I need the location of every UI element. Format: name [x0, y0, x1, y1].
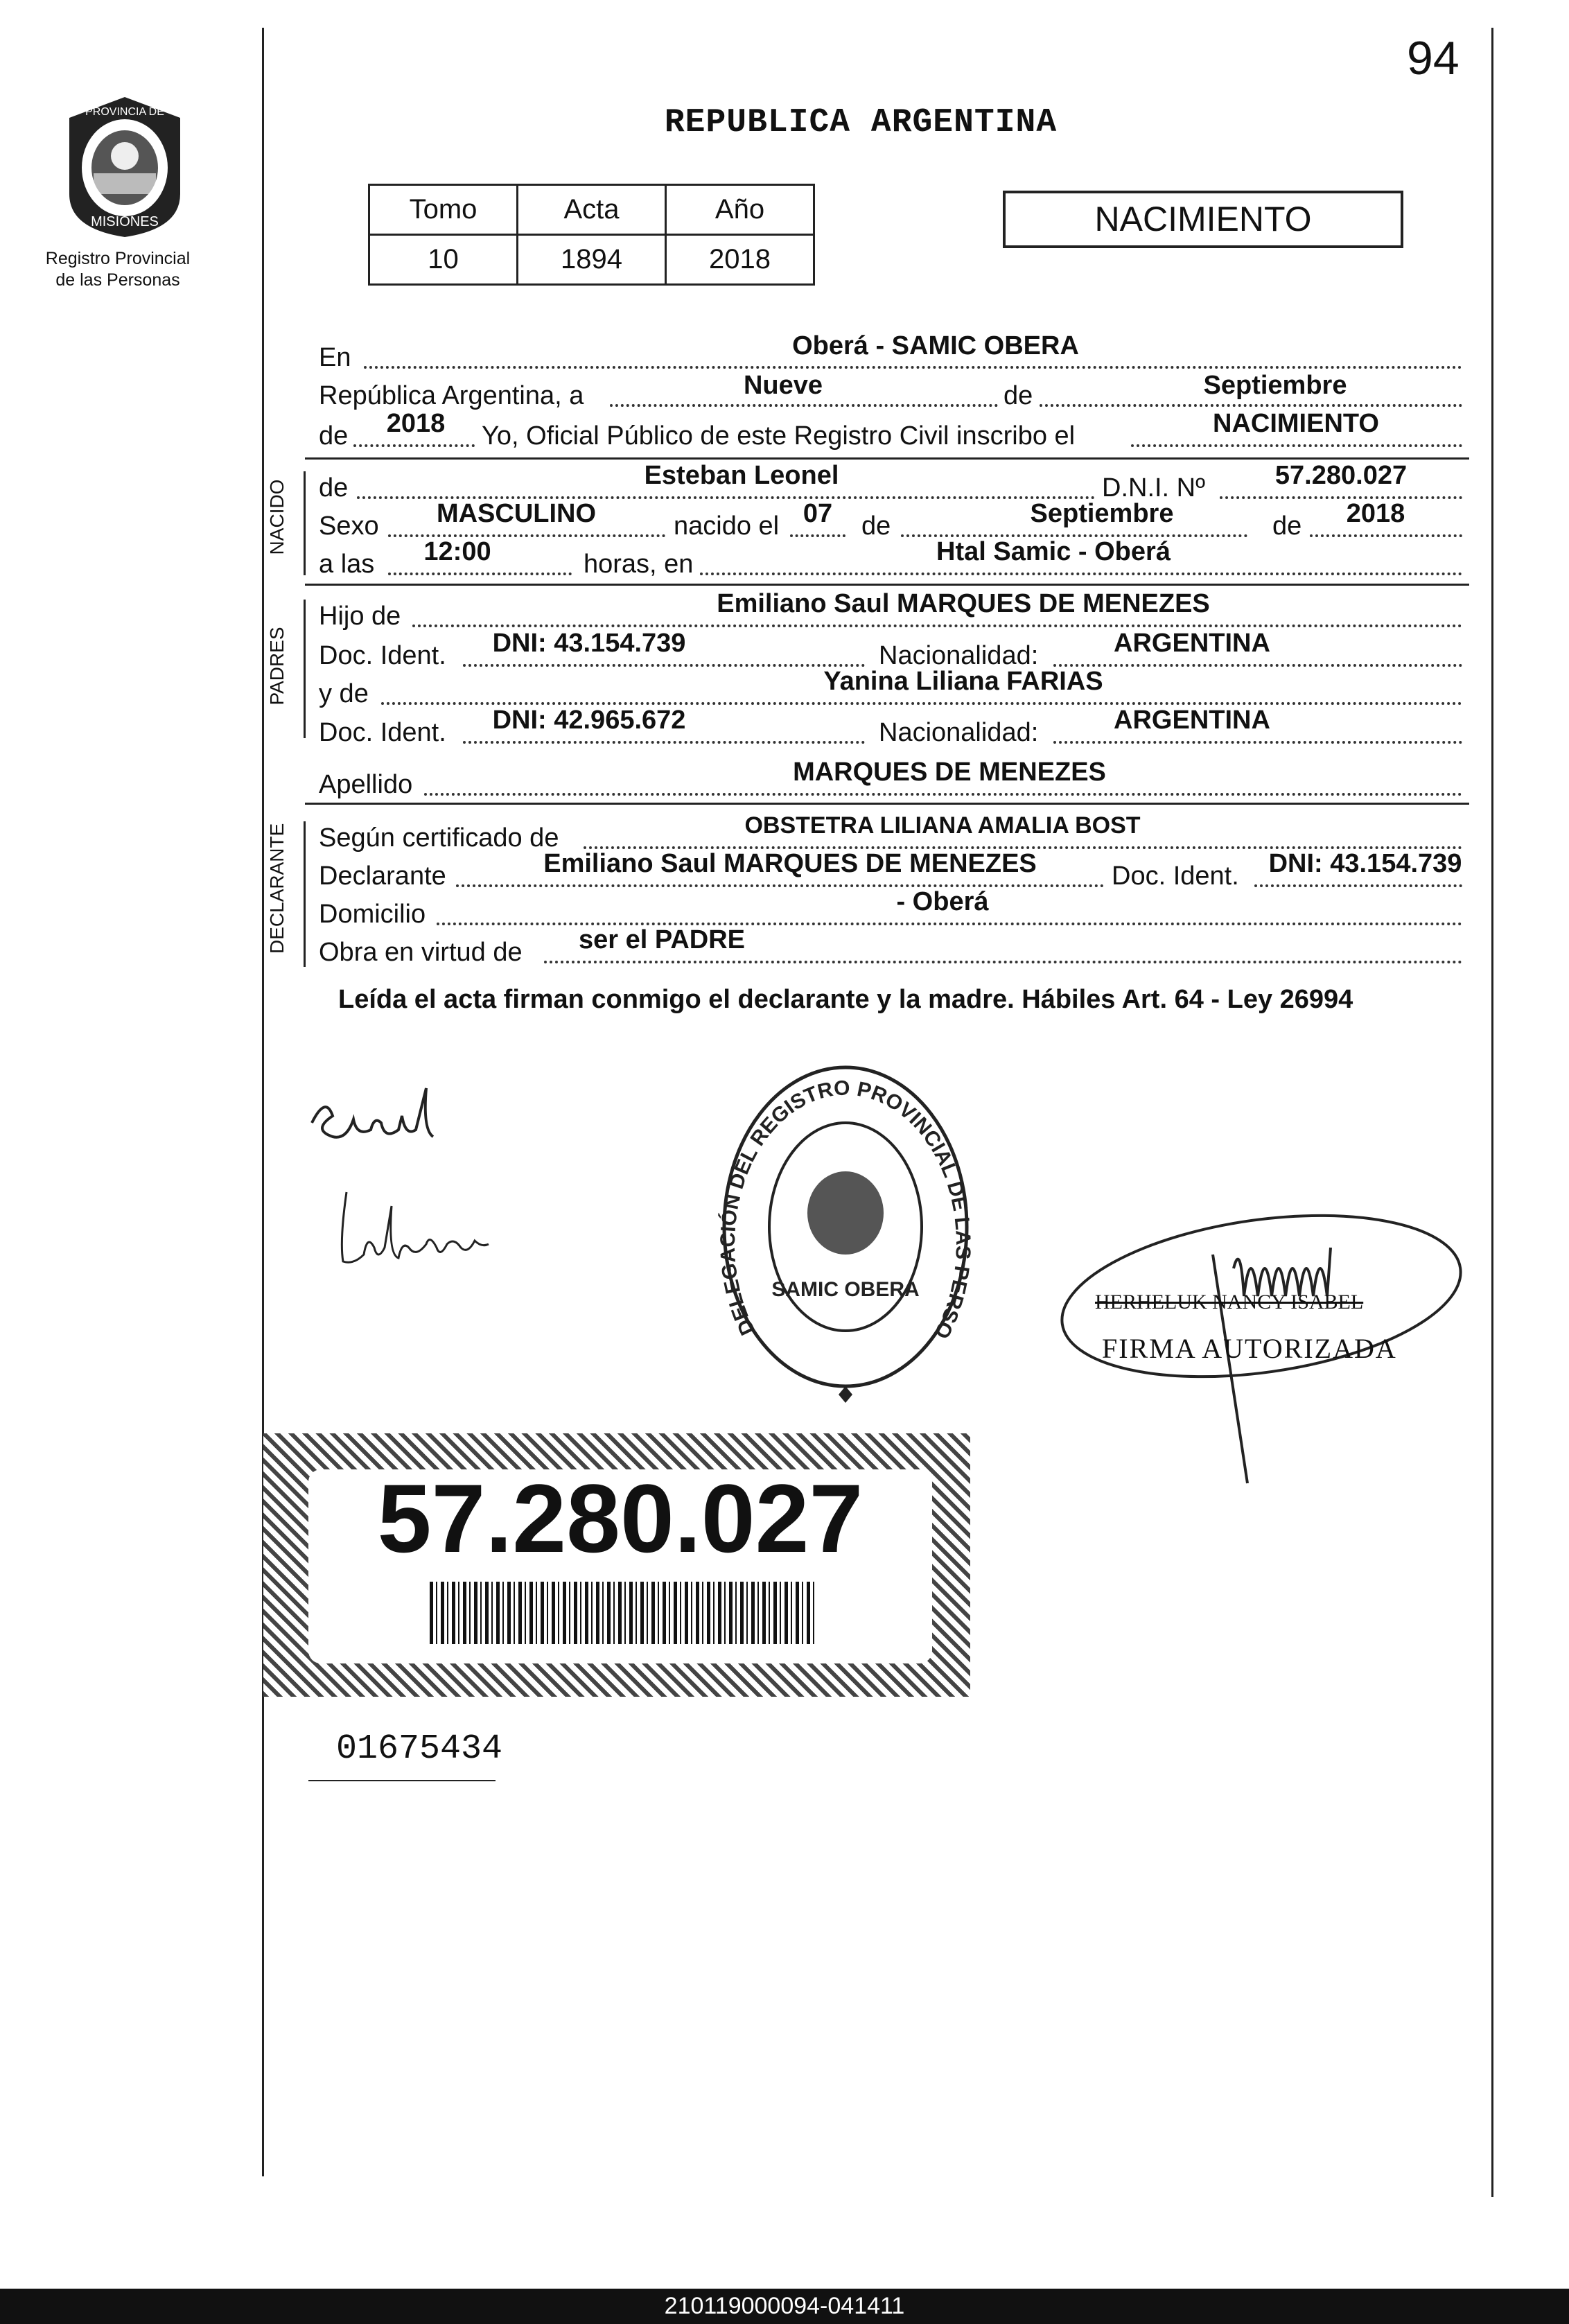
nacido-side-label: NACIDO	[266, 479, 288, 555]
horas-label: horas, en	[584, 550, 694, 579]
dotted-line	[1053, 741, 1462, 744]
dotted-line	[700, 573, 1462, 575]
dni-label: D.N.I. Nº	[1102, 473, 1205, 503]
dotted-line	[364, 366, 1462, 369]
doc-ident-label: Doc. Ident.	[319, 641, 446, 670]
de2-label: de	[319, 421, 349, 451]
dotted-line	[1040, 404, 1462, 407]
declarante-bracket	[304, 821, 306, 967]
segun-value: OBSTETRA LILIANA AMALIA BOST	[744, 812, 1141, 839]
dotted-line	[463, 741, 865, 744]
mother-nationality-value: ARGENTINA	[1114, 706, 1270, 735]
dotted-line	[544, 961, 1462, 963]
dotted-line	[412, 624, 1462, 627]
value-tomo: 10	[369, 235, 518, 285]
dotted-line	[1310, 534, 1462, 537]
doc-ident-label: Doc. Ident.	[1112, 862, 1239, 891]
sexo-label: Sexo	[319, 512, 379, 541]
nacionalidad-label: Nacionalidad:	[879, 718, 1039, 747]
birth-day-value: 07	[803, 499, 833, 528]
page-title: REPUBLICA ARGENTINA	[664, 104, 1058, 141]
mother-name-value: Yanina Liliana FARIAS	[823, 667, 1103, 696]
dotted-line	[381, 702, 1462, 705]
act-type-box: NACIMIENTO	[1003, 191, 1403, 248]
dotted-line	[424, 793, 1462, 796]
birth-month-value: Septiembre	[1030, 499, 1174, 528]
domicilio-value: - Oberá	[896, 887, 989, 916]
doc-ident-label: Doc. Ident.	[319, 718, 446, 747]
de-label: de	[861, 512, 891, 541]
header-ano: Año	[666, 185, 814, 235]
apellido-value: MARQUES DE MENEZES	[793, 758, 1106, 787]
en-value: Oberá - SAMIC OBERA	[792, 331, 1079, 360]
barcode	[430, 1582, 818, 1644]
value-acta: 1894	[518, 235, 666, 285]
control-number-underline	[308, 1780, 496, 1781]
nacionalidad-label: Nacionalidad:	[879, 641, 1039, 670]
en-label: En	[319, 343, 351, 372]
declarante-value: Emiliano Saul MARQUES DE MENEZES	[543, 849, 1037, 878]
hijo-de-label: Hijo de	[319, 602, 401, 631]
birth-year-value: 2018	[1346, 499, 1405, 528]
value-ano: 2018	[666, 235, 814, 285]
page-number: 94	[1407, 32, 1460, 85]
obra-value: ser el PADRE	[578, 925, 746, 954]
nacido-el-label: nacido el	[674, 512, 780, 541]
dni-stamp-number: 57.280.027	[377, 1464, 864, 1573]
dotted-line	[388, 573, 572, 575]
official-name: HERHELUK NANCY ISABEL	[1095, 1291, 1364, 1313]
official-title: FIRMA AUTORIZADA	[1102, 1333, 1397, 1364]
declarante-doc-value: DNI: 43.154.739	[1268, 849, 1462, 878]
closing-text: Leída el acta firman conmigo el declarante y la madre. Hábiles Art. 64 - Ley 26994	[338, 985, 1353, 1014]
right-margin-line	[1491, 28, 1493, 2197]
a-las-label: a las	[319, 550, 375, 579]
declarante-label: Declarante	[319, 862, 446, 891]
nacido-bracket	[304, 471, 306, 575]
de-label: de	[1003, 381, 1033, 410]
mother-doc-value: DNI: 42.965.672	[492, 706, 686, 735]
month-value: Septiembre	[1203, 371, 1347, 400]
de-label: de	[1272, 512, 1302, 541]
republica-label: República Argentina, a	[319, 381, 584, 410]
declarante-side-label: DECLARANTE	[266, 823, 288, 954]
header-acta: Acta	[518, 185, 666, 235]
place-value: Htal Samic - Oberá	[936, 537, 1171, 566]
logo-caption-line2: de las Personas	[55, 270, 180, 290]
logo-caption	[28, 248, 208, 291]
father-name-value: Emiliano Saul MARQUES DE MENEZES	[717, 589, 1210, 618]
svg-text:PROVINCIA DE: PROVINCIA DE	[85, 106, 164, 118]
yo-label: Yo, Oficial Público de este Registro Civil inscribo el	[482, 421, 1076, 451]
child-name-value: Esteban Leonel	[644, 461, 839, 490]
left-margin-line	[262, 28, 264, 2176]
header-tomo: Tomo	[369, 185, 518, 235]
y-de-label: y de	[319, 679, 369, 708]
sexo-value: MASCULINO	[436, 499, 597, 528]
apellido-label: Apellido	[319, 770, 413, 799]
father-doc-value: DNI: 43.154.739	[492, 629, 686, 658]
dotted-line	[1131, 444, 1462, 447]
time-value: 12:00	[423, 537, 491, 566]
section-divider	[305, 457, 1469, 460]
segun-label: Según certificado de	[319, 823, 559, 853]
dotted-line	[790, 534, 845, 537]
svg-text:MISIONES: MISIONES	[91, 214, 159, 229]
svg-text:SAMIC OBERA: SAMIC OBERA	[771, 1278, 920, 1301]
section-divider	[305, 584, 1469, 586]
signature-saul	[305, 1081, 485, 1168]
logo-caption-line1: Registro Provincial	[45, 249, 191, 268]
dotted-line	[353, 444, 475, 447]
inscribo-value: NACIMIENTO	[1213, 409, 1379, 438]
dni-value: 57.280.027	[1274, 461, 1408, 490]
svg-text:DELEGACIÓN DEL REGISTRO PROVIN: DELEGACIÓN DEL REGISTRO PROVINCIAL DE LAS PERSO	[716, 1076, 975, 1343]
padres-side-label: PADRES	[266, 627, 288, 706]
domicilio-label: Domicilio	[319, 900, 426, 929]
section-divider	[305, 803, 1469, 805]
year-value: 2018	[386, 409, 446, 438]
father-nationality-value: ARGENTINA	[1114, 629, 1270, 658]
obra-label: Obra en virtud de	[319, 938, 523, 967]
signature-liliana	[326, 1178, 520, 1286]
official-seal-stamp	[714, 1054, 977, 1417]
day-value: Nueve	[743, 371, 823, 400]
nacido-de-label: de	[319, 473, 349, 503]
padres-bracket	[304, 600, 306, 738]
official-signature	[1053, 1137, 1469, 1514]
dotted-line	[610, 404, 998, 407]
control-number: 01675434	[336, 1729, 503, 1769]
dotted-line	[1254, 884, 1462, 887]
registry-table	[368, 184, 815, 286]
footer-code: 210119000094-041411	[0, 2289, 1569, 2324]
